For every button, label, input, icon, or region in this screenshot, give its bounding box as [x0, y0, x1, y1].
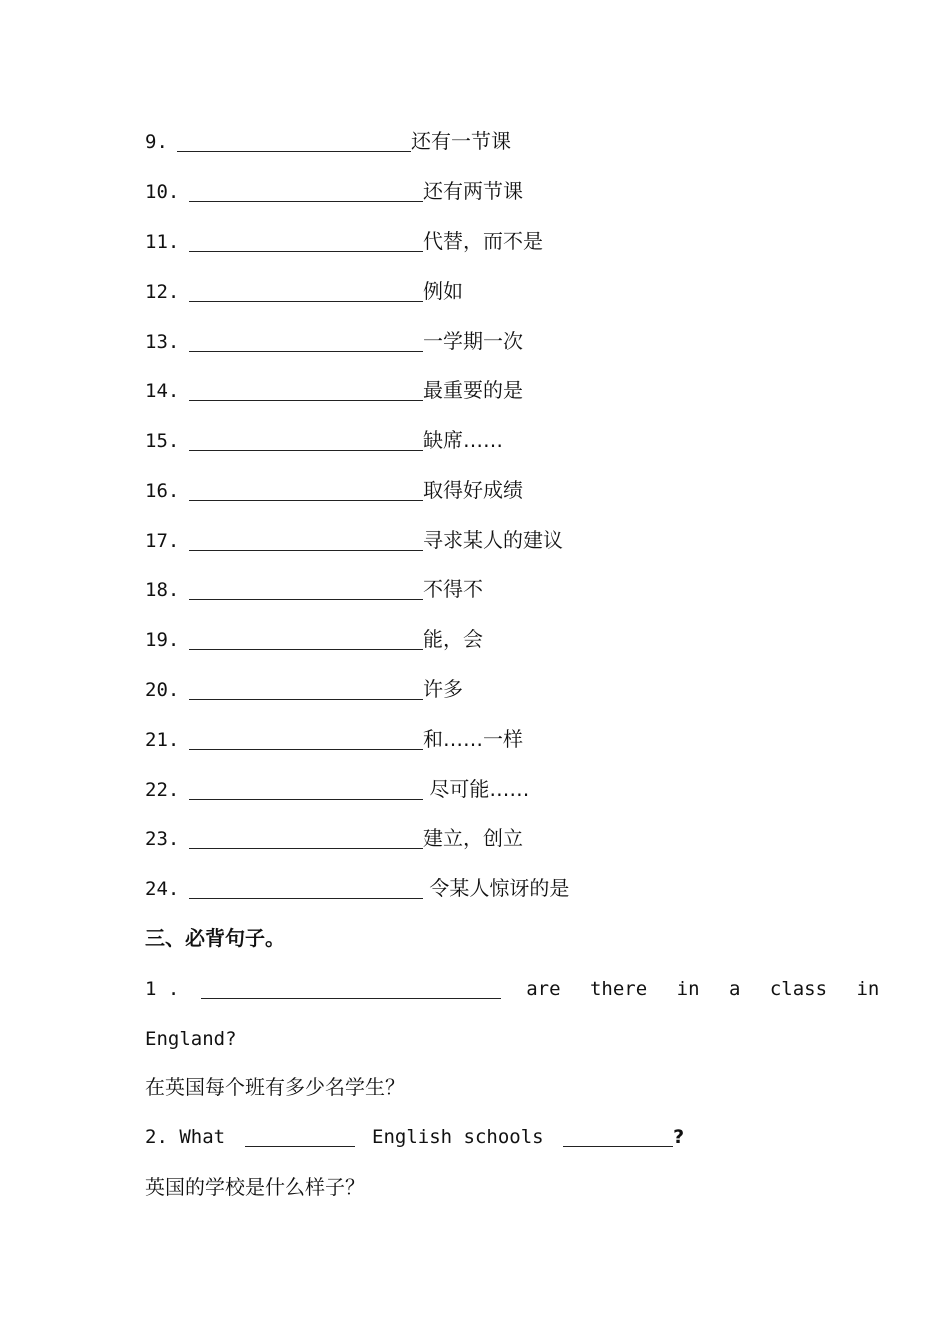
answer-blank[interactable]	[189, 698, 423, 700]
phrase-row-19	[145, 626, 483, 653]
phrase-row-14	[145, 377, 523, 404]
answer-blank[interactable]	[177, 150, 411, 152]
phrase-row-23	[145, 825, 523, 852]
phrase-row-15	[145, 427, 503, 454]
sentence-word: English schools	[372, 1126, 544, 1148]
phrase-meaning: 还有两节课	[423, 179, 523, 203]
section-heading: 三、必背句子。	[145, 926, 285, 950]
item-number: 13.	[145, 331, 180, 353]
item-number: 22.	[145, 779, 180, 801]
answer-blank[interactable]	[189, 300, 423, 302]
sentence-word: What	[179, 1126, 226, 1148]
phrase-row-16	[145, 477, 523, 504]
phrase-meaning: 令某人惊讶的是	[423, 876, 570, 900]
item-number: 21.	[145, 729, 180, 751]
answer-blank[interactable]	[201, 997, 501, 999]
answer-blank[interactable]	[189, 350, 423, 352]
phrase-meaning: 尽可能……	[423, 777, 530, 801]
phrase-row-24	[145, 875, 569, 902]
answer-blank[interactable]	[189, 250, 423, 252]
phrase-meaning: 和……一样	[423, 727, 523, 751]
phrase-row-21	[145, 726, 523, 753]
phrase-row-20	[145, 676, 463, 703]
item-number: 18.	[145, 579, 180, 601]
sentence-2	[145, 1124, 684, 1150]
answer-blank[interactable]	[189, 798, 423, 800]
answer-blank[interactable]	[189, 847, 423, 849]
item-number: 12.	[145, 281, 180, 303]
answer-blank[interactable]	[189, 399, 423, 401]
item-number: 24.	[145, 878, 180, 900]
phrase-row-17	[145, 527, 563, 554]
sentence-2-translation: 英国的学校是什么样子？	[145, 1175, 365, 1199]
answer-blank[interactable]	[189, 449, 423, 451]
phrase-meaning: 取得好成绩	[423, 478, 523, 502]
answer-blank[interactable]	[189, 598, 423, 600]
answer-blank[interactable]	[189, 648, 423, 650]
item-number: 20.	[145, 679, 180, 701]
phrase-meaning: 寻求某人的建议	[423, 528, 563, 552]
phrase-row-22	[145, 776, 529, 803]
sentence-number: 2.	[145, 1126, 168, 1148]
phrase-meaning: 许多	[423, 677, 463, 701]
answer-blank[interactable]	[189, 499, 423, 501]
answer-blank[interactable]	[189, 897, 423, 899]
item-number: 14.	[145, 380, 180, 402]
phrase-meaning: 不得不	[423, 577, 483, 601]
sentence-number: 1 .	[145, 978, 180, 1000]
sentence-text: are there in a class in	[526, 978, 880, 1000]
sentence-1-continued: England?	[145, 1028, 237, 1050]
phrase-row-9	[145, 128, 511, 155]
item-number: 11.	[145, 231, 180, 253]
phrase-meaning: 例如	[423, 279, 463, 303]
phrase-meaning: 能，会	[423, 627, 483, 651]
phrase-row-12	[145, 278, 463, 305]
phrase-meaning: 建立，创立	[423, 826, 523, 850]
item-number: 10.	[145, 181, 180, 203]
phrase-row-18	[145, 576, 483, 603]
answer-blank[interactable]	[189, 200, 423, 202]
phrase-meaning: 一学期一次	[423, 329, 523, 353]
item-number: 15.	[145, 430, 180, 452]
phrase-meaning: 还有一节课	[411, 129, 511, 153]
item-number: 19.	[145, 629, 180, 651]
sentence-1	[145, 976, 879, 1002]
item-number: 9.	[145, 131, 168, 153]
answer-blank[interactable]	[189, 748, 423, 750]
phrase-meaning: 最重要的是	[423, 378, 523, 402]
answer-blank[interactable]	[563, 1145, 673, 1147]
phrase-meaning: 代替，而不是	[423, 229, 543, 253]
phrase-row-10	[145, 178, 523, 205]
answer-blank[interactable]	[245, 1145, 355, 1147]
item-number: 17.	[145, 530, 180, 552]
sentence-1-translation: 在英国每个班有多少名学生？	[145, 1075, 405, 1099]
answer-blank[interactable]	[189, 549, 423, 551]
phrase-row-11	[145, 228, 543, 255]
phrase-meaning: 缺席……	[423, 428, 503, 452]
item-number: 23.	[145, 828, 180, 850]
question-mark: ?	[673, 1126, 685, 1148]
phrase-row-13	[145, 328, 523, 355]
item-number: 16.	[145, 480, 180, 502]
